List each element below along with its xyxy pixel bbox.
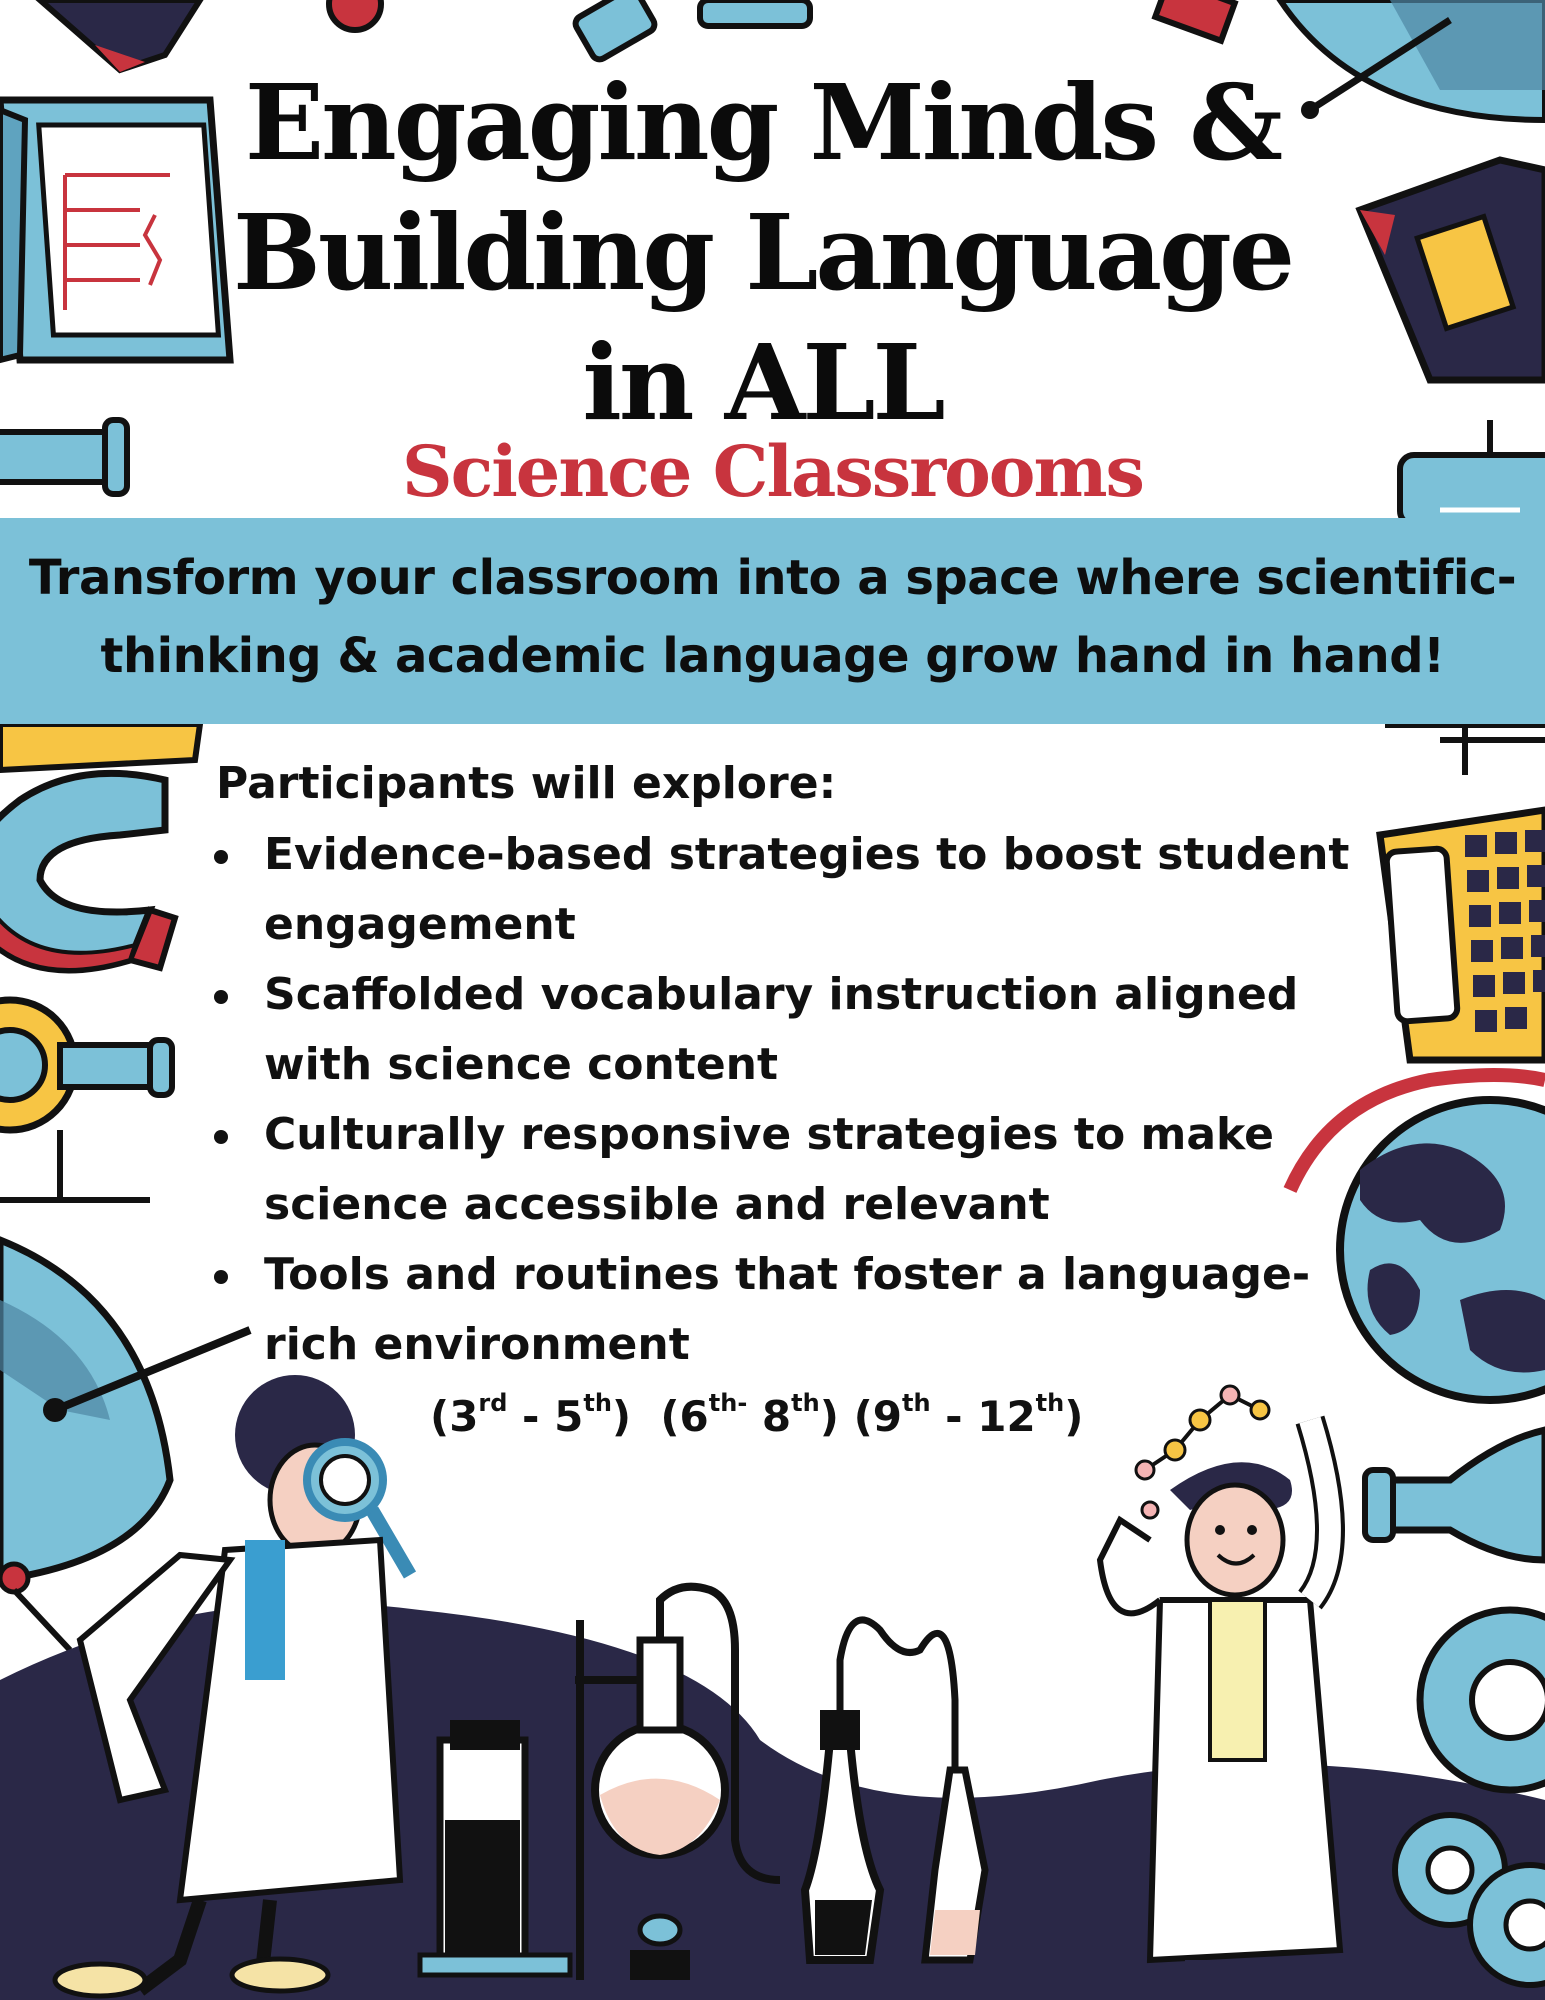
- list-item-text: Culturally responsive strategies to make science accessible and relevant: [264, 1109, 1274, 1230]
- grade-sup: th-: [708, 1389, 748, 1417]
- bullet-dot-icon: [214, 990, 228, 1004]
- microscope-icon: [0, 1000, 172, 1200]
- grade-text: - 5: [507, 1392, 584, 1441]
- title-line-3: in ALL: [582, 321, 943, 444]
- grade-text: ): [819, 1392, 854, 1441]
- banner-line-2: thinking & academic language grow hand in hand!: [100, 628, 1445, 684]
- calculator-icon: [1380, 810, 1545, 1060]
- ruler-icon: [1385, 725, 1545, 775]
- bullet-dot-icon: [214, 850, 228, 864]
- satellite-dish-icon: [0, 1240, 250, 1580]
- grade-text: (9: [853, 1392, 902, 1441]
- grade-text: (6: [660, 1392, 709, 1441]
- grade-sup: rd: [478, 1389, 508, 1417]
- grade-text: ): [1064, 1392, 1084, 1441]
- grade-sup: th: [1035, 1389, 1065, 1417]
- title-line-1: Engaging Minds &: [244, 61, 1281, 184]
- grade-sup: th: [791, 1389, 820, 1417]
- bullet-dot-icon: [214, 1270, 228, 1284]
- keyboard-icon: [0, 724, 200, 770]
- grade-text: (3: [430, 1392, 479, 1441]
- grade-text: - 12: [930, 1392, 1036, 1441]
- title-line-2: Building Language: [232, 191, 1293, 314]
- grade-sup: th: [901, 1389, 931, 1417]
- explore-heading: Participants will explore:: [216, 758, 837, 809]
- grade-levels: [430, 1389, 1084, 1441]
- grade-sup: th: [583, 1389, 612, 1417]
- banner-line-1: Transform your classroom into a space where scientific-: [28, 550, 1517, 606]
- bullet-dot-icon: [214, 1130, 228, 1144]
- list-item-text: Tools and routines that foster a language- rich environment: [264, 1249, 1311, 1370]
- book-icon: [40, 0, 200, 72]
- list-item-text: Evidence-based strategies to boost student engagement: [264, 829, 1350, 950]
- list-item-text: Scaffolded vocabulary instruction aligned with science content: [264, 969, 1299, 1090]
- tagline-banner: [0, 518, 1545, 724]
- subtitle: Science Classrooms: [402, 430, 1143, 513]
- test-tube-icon: [329, 0, 1235, 62]
- grade-text: ): [611, 1392, 661, 1441]
- flask-icon: [1365, 1430, 1545, 1560]
- grade-text: 8: [747, 1392, 792, 1441]
- magnet-icon: [0, 773, 175, 970]
